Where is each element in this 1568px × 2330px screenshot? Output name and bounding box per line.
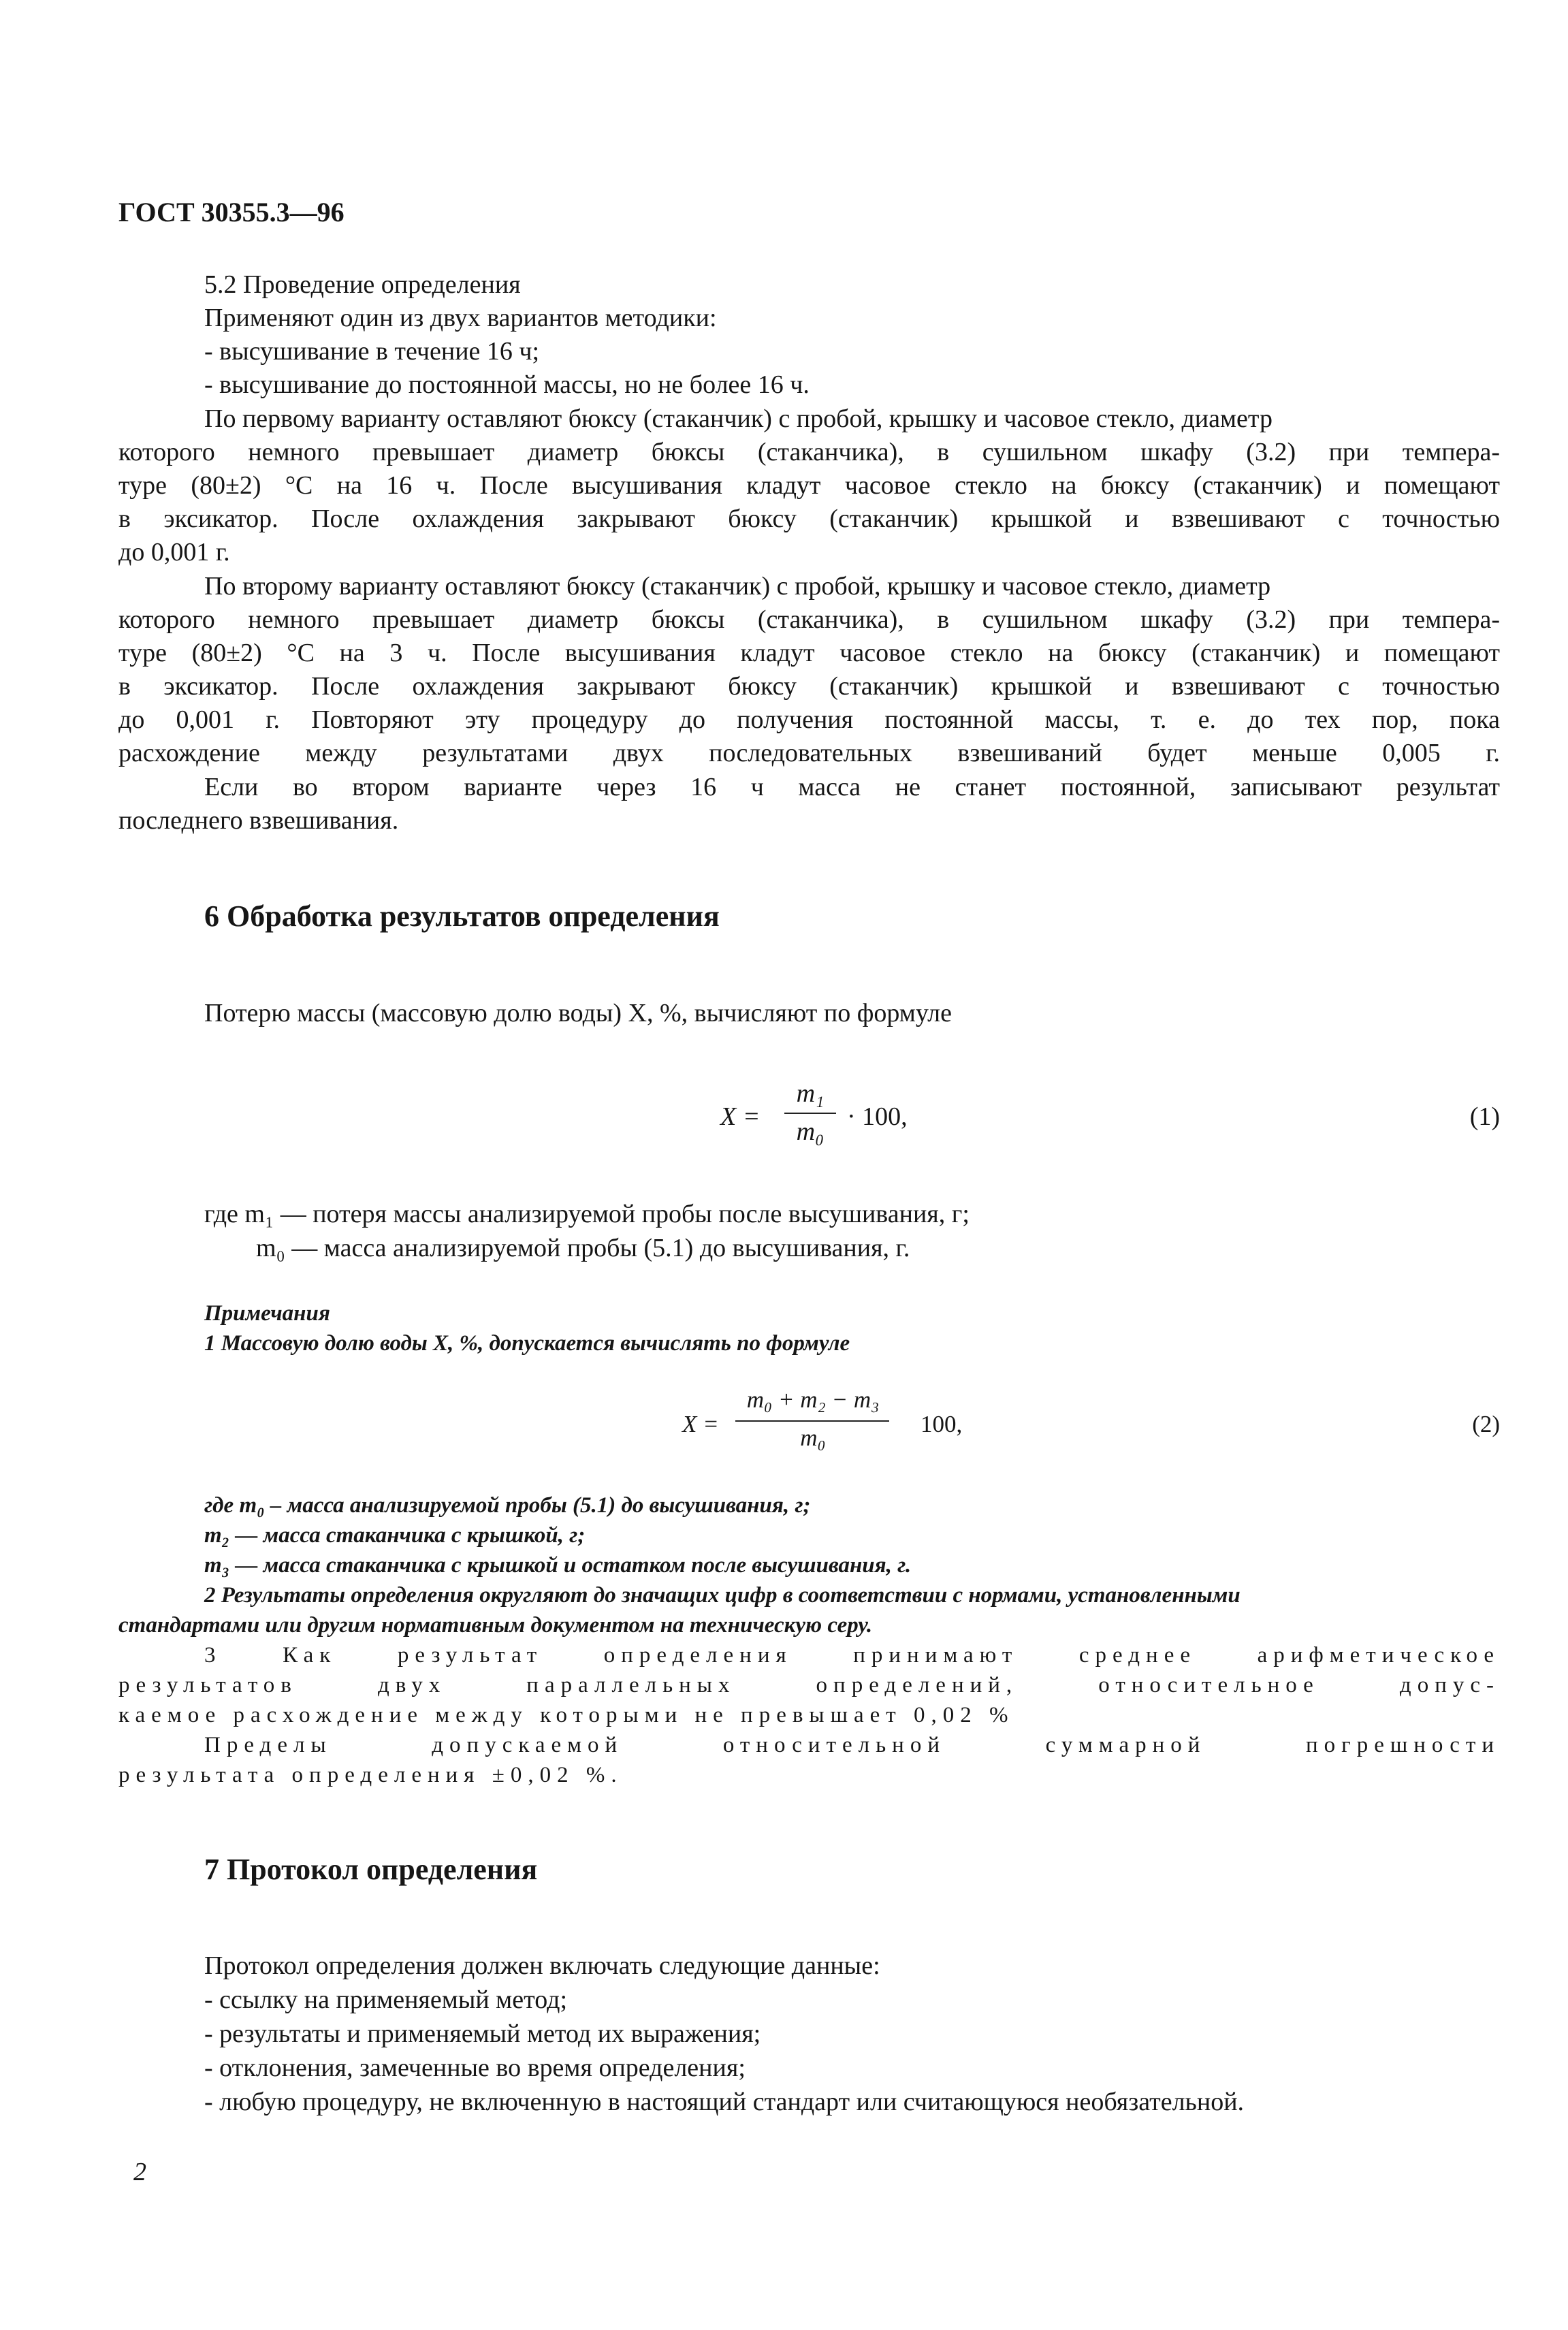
paragraph-line: По второму варианту оставляют бюксу (стаканчик) с пробой, крышку и часовое стекло, диаметр [204,572,1271,601]
formula-1-numerator: m₁ [796,1079,825,1108]
note-4-line: Пределы допускаемой относительной суммарной погрешности [204,1733,1500,1757]
formula-2-numerator: m₀ + m₂ − m₃ [746,1386,880,1413]
list-item: - результаты и применяемый метод их выражения; [204,2020,761,2048]
list-item: - высушивание в течение 16 ч; [204,337,540,366]
formula-1-lhs: X = [720,1102,761,1131]
section-6-title: 6 Обработка результатов определения [204,899,720,933]
formula-1-where-1: где m₁ — потеря массы анализируемой пробы после высушивания, г; [204,1200,970,1228]
note-3-line: каемое расхождение между которыми не превышает 0,02 % [118,1703,1014,1727]
paragraph-line: Если во втором варианте через 16 ч масса не станет постоянной, записывают результат [204,773,1500,801]
paragraph-line: которого немного превышает диаметр бюксы (стаканчика), в сушильном шкафу (3.2) при темпера- [118,605,1500,634]
list-item: - любую процедуру, не включенную в настоящий стандарт или считающуюся необязательной. [204,2088,1245,2116]
equation-number-1: (1) [1469,1102,1500,1131]
paragraph-line: в эксикатор. После охлаждения закрывают бюксу (стаканчик) крышкой и взвешивают с точностью [118,505,1500,533]
section-5-2-intro: Применяют один из двух вариантов методики: [204,304,717,332]
section-6-intro: Потерю массы (массовую долю воды) X, %, вычисляют по формуле [204,999,952,1027]
note-1-where-2: m₂ — масса стаканчика с крышкой, г; [204,1523,586,1548]
equation-number-2: (2) [1472,1411,1500,1437]
list-item: - отклонения, замеченные во время определения; [204,2054,746,2082]
paragraph-line: до 0,001 г. [118,538,230,566]
paragraph-line: По первому варианту оставляют бюксу (стаканчик) с пробой, крышку и часовое стекло, диаметр [204,404,1273,433]
paragraph-line: в эксикатор. После охлаждения закрывают бюксу (стаканчик) крышкой и взвешивают с точностью [118,672,1500,701]
formula-1-rhs: · 100, [847,1102,908,1131]
paragraph-line: до 0,001 г. Повторяют эту процедуру до получения постоянной массы, т. е. до тех пор, пока [118,705,1500,734]
formula-2-lhs: X = [682,1411,719,1437]
paragraph-line: расхождение между результатами двух последовательных взвешиваний будет меньше 0,005 г. [118,739,1500,767]
note-1-where-3: m₃ — масса стаканчика с крышкой и остатком после высушивания, г. [204,1553,912,1578]
note-2-line: 2 Результаты определения округляют до значащих цифр в соответствии с нормами, установленными [204,1583,1241,1608]
formula-1-where-2: m₀ — масса анализируемой пробы (5.1) до высушивания, г. [256,1234,910,1262]
note-2-line: стандартами или другим нормативным документом на техническую серу. [118,1613,873,1638]
note-1-where-1: где m₀ – масса анализируемой пробы (5.1) до высушивания, г; [204,1493,811,1518]
formula-2-fraction-bar [735,1420,889,1422]
note-4-line: результата определения ±0,02 %. [118,1763,623,1787]
paragraph-line: последнего взвешивания. [118,806,399,835]
paragraph-line: которого немного превышает диаметр бюксы (стаканчика), в сушильном шкафу (3.2) при темпера- [118,438,1500,466]
document-header: ГОСТ 30355.3—96 [118,197,345,227]
section-7-intro: Протокол определения должен включать следующие данные: [204,1951,880,1980]
note-3-line: результатов двух параллельных определений, относительное допус- [118,1673,1500,1697]
list-item: - ссылку на применяемый метод; [204,1985,568,2014]
section-5-2-title: 5.2 Проведение определения [204,270,521,299]
list-item: - высушивание до постоянной массы, но не более 16 ч. [204,370,810,399]
section-7-title: 7 Протокол определения [204,1853,538,1886]
page-number: 2 [133,2158,146,2186]
paragraph-line: туре (80±2) °С на 3 ч. После высушивания кладут часовое стекло на бюксу (стаканчик) и помещают [118,639,1500,667]
formula-2-rhs: 100, [921,1411,963,1437]
formula-1-fraction-bar [784,1113,836,1114]
paragraph-line: туре (80±2) °С на 16 ч. После высушивания кладут часовое стекло на бюксу (стаканчик) и помещают [118,471,1500,500]
formula-1-denominator: m₀ [796,1117,825,1146]
note-1: 1 Массовую долю воды X, %, допускается вычислять по формуле [204,1331,850,1356]
notes-title: Примечания [204,1301,330,1326]
note-3-line: 3 Как результат определения принимают среднее арифметическое [204,1643,1500,1667]
formula-2-denominator: m₀ [800,1424,826,1451]
